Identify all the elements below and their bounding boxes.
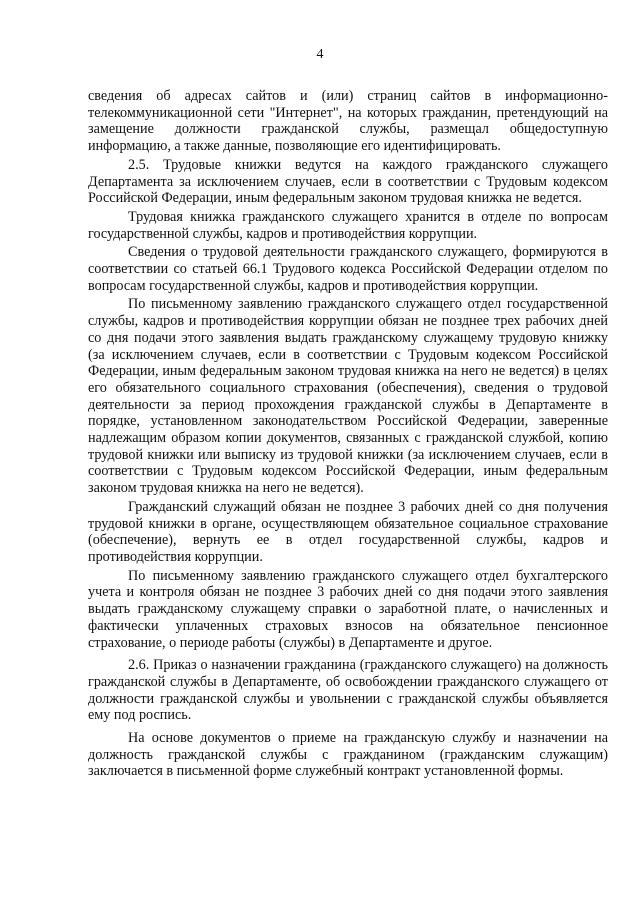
document-body <box>88 88 608 782</box>
paragraph-salary-certificates: По письменному заявлению гражданского служащего отдел бухгалтерского учета и контроля обязан не позднее 3 рабочих дней со дня подачи этого заявления выдать гражданскому служащему справки о заработной плате, о начисленных и фактически уплаченных страховых взносов на обязательное пенсионное страхование, о периоде работы (службы) в Департаменте и другое. <box>88 567 608 651</box>
paragraph-2-6-appointment-order: 2.6. Приказ о назначении гражданина (гражданского служащего) на должность гражданской службы в Департаменте, об освобождении гражданского служащего от должности гражданской службы и увольнении с гражданской службы объявляется ему под роспись. <box>88 657 608 724</box>
paragraph-labor-activity-info: Сведения о трудовой деятельности гражданского служащего, формируются в соответствии со статьей 66.1 Трудового кодекса Российской Федерации отделом по вопросам государственной службы, кадров и противодействия коррупции. <box>88 244 608 294</box>
paragraph-service-contract: На основе документов о приеме на гражданскую службу и назначении на должность гражданской службы с гражданином (гражданским служащим) заключается в письменной форме служебный контракт установленной формы. <box>88 730 608 780</box>
paragraph-written-application: По письменному заявлению гражданского служащего отдел государственной службы, кадров и противодействия коррупции обязан не позднее трех рабочих дней со дня подачи этого заявления выдать гражданскому служащему трудовую книжку (за исключением случаев, если в соответствии с Трудовым кодексом Российской Федерации, иным федеральным законом трудовая книжка на него не ведется) в целях его обязательного социального страхования (обеспечения), сведения о трудовой деятельности за период прохождения гражданской службы в Департаменте в порядке, установленном законодательством Российской Федерации, заверенные надлежащим образом копии документов, связанных с гражданской службой, копию трудовой книжки или выписку из трудовой книжки (за исключением случаев, если в соответствии с Трудовым кодексом Российской Федерации, иным федеральным законом трудовая книжка на него не ведется). <box>88 296 608 497</box>
paragraph-2-5-work-books: 2.5. Трудовые книжки ведутся на каждого гражданского служащего Департамента за исключением случаев, если в соответствии с Трудовым кодексом Российской Федерации, иным федеральным законом трудовая книжка не ведется. <box>88 156 608 207</box>
page-number: 4 <box>316 47 324 62</box>
paragraph-return-work-book: Гражданский служащий обязан не позднее 3 рабочих дней со дня получения трудовой книжки в органе, осуществляющем обязательное социальное страхование (обеспечение), вернуть ее в отдел государственной службы, кадров и противодействия коррупции. <box>88 498 608 565</box>
paragraph-work-book-storage: Трудовая книжка гражданского служащего хранится в отделе по вопросам государственной службы, кадров и противодействия коррупции. <box>88 208 608 242</box>
paragraph-continuation: сведения об адресах сайтов и (или) страниц сайтов в информационно-телекоммуникационной сети "Интернет", на которых гражданин, претендующий на замещение должности гражданской службы, размещал общедоступную информацию, а также данные, позволяющие его идентифицировать. <box>88 88 608 155</box>
